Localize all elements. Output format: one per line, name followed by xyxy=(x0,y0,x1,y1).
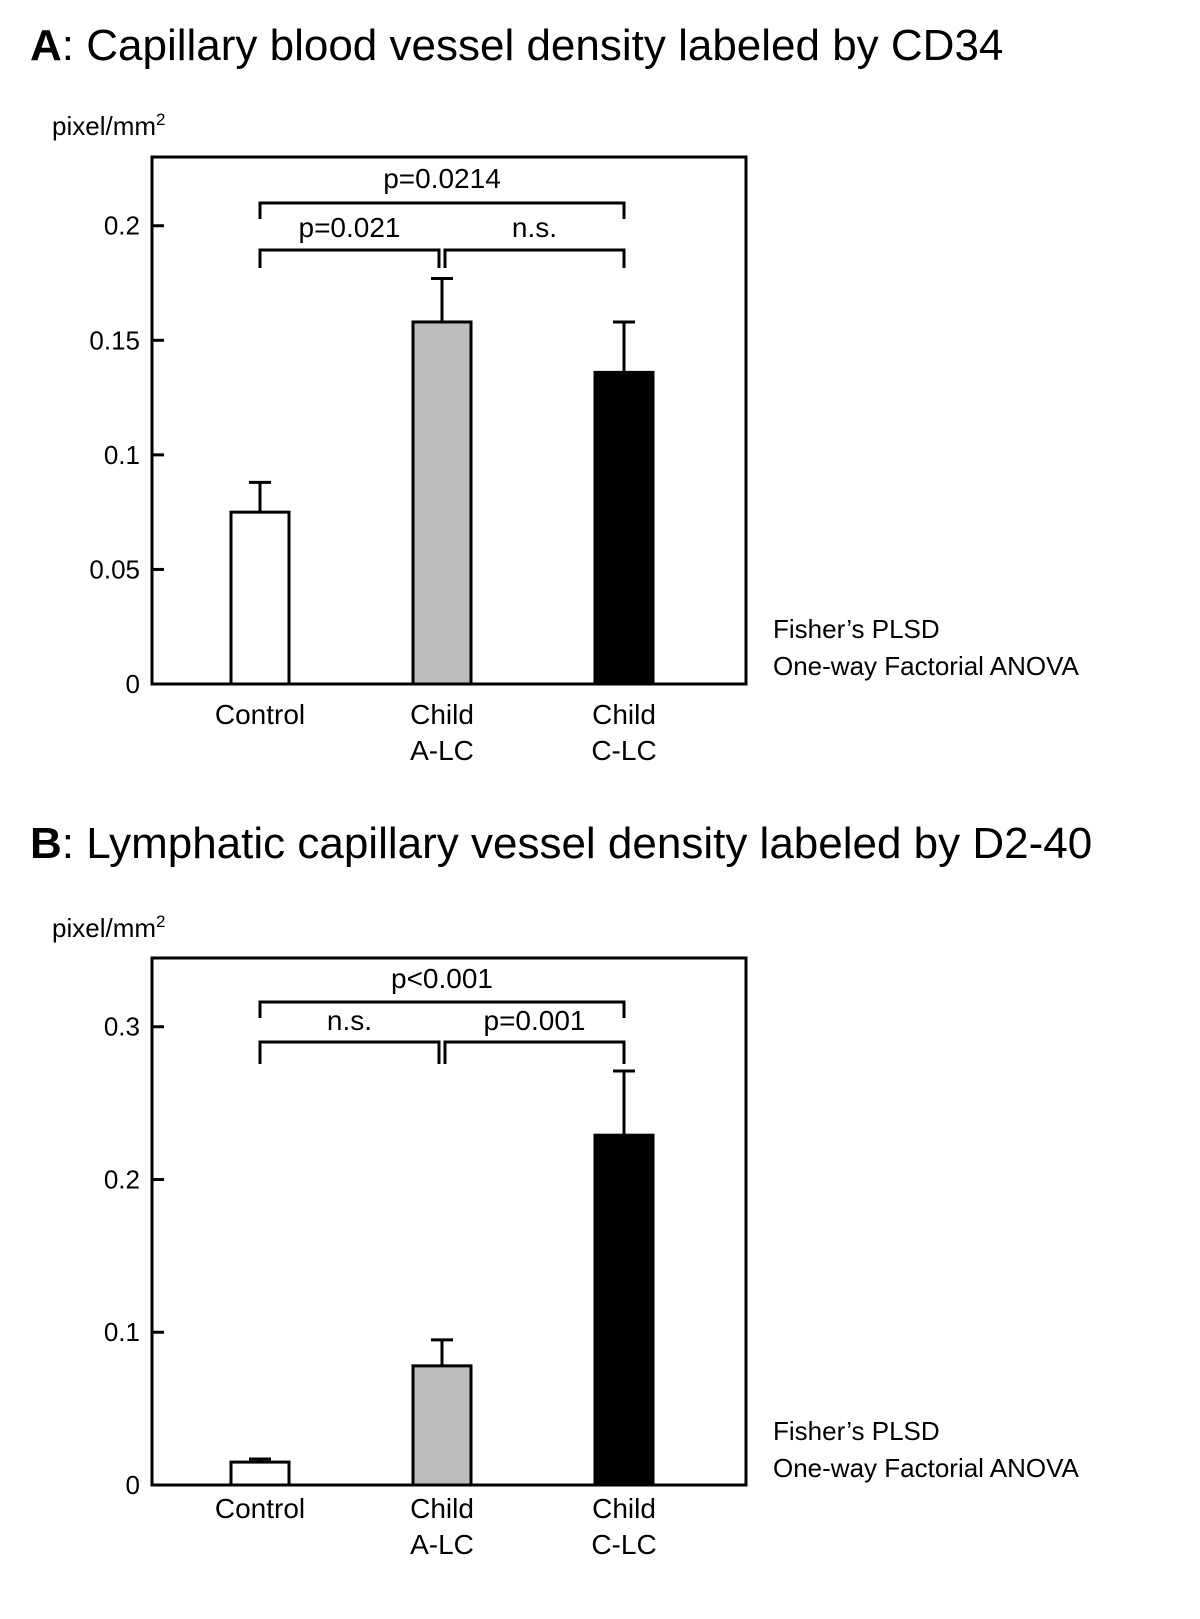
category-label: Control xyxy=(214,699,306,730)
chart-panel-b xyxy=(30,819,1092,1560)
stat-note: One-way Factorial ANOVA xyxy=(773,651,1079,681)
panel-letter: B xyxy=(30,819,62,868)
significance-bracket xyxy=(445,250,624,268)
panel-title-text: : Capillary blood vessel density labeled by CD34 xyxy=(61,21,1004,70)
significance-bracket xyxy=(260,250,439,268)
bar xyxy=(595,372,653,684)
panel-title xyxy=(30,21,1003,70)
category-label: C-LC xyxy=(591,735,657,766)
category-label: Child xyxy=(592,699,656,730)
significance-label: p<0.001 xyxy=(391,963,493,994)
bar xyxy=(413,322,471,684)
y-tick-label: 0.2 xyxy=(103,210,140,241)
y-axis-label-text: pixel/mm xyxy=(52,913,157,943)
significance-bracket xyxy=(260,1042,439,1064)
y-axis-label-superscript: 2 xyxy=(156,110,166,129)
y-tick-label: 0.1 xyxy=(103,439,140,470)
significance-label: n.s. xyxy=(511,212,558,243)
y-tick-label: 0.15 xyxy=(89,325,140,356)
category-label: A-LC xyxy=(410,1529,474,1560)
significance-bracket xyxy=(445,1042,624,1064)
bar xyxy=(231,512,289,684)
panel-title xyxy=(30,819,1092,868)
chart-panel-a xyxy=(30,21,1080,766)
significance-label: n.s. xyxy=(326,1005,373,1036)
category-label: Control xyxy=(214,1493,306,1524)
y-axis-label-superscript: 2 xyxy=(156,912,166,931)
significance-label: p=0.001 xyxy=(483,1005,586,1036)
y-tick-label: 0.1 xyxy=(103,1317,140,1348)
bar xyxy=(595,1135,653,1485)
significance-label: p=0.021 xyxy=(298,212,401,243)
y-tick-label: 0.2 xyxy=(103,1164,140,1195)
category-label: Child xyxy=(592,1493,656,1524)
stat-note: Fisher’s PLSD xyxy=(773,1416,940,1446)
y-tick-label: 0.05 xyxy=(89,554,140,585)
stat-note: One-way Factorial ANOVA xyxy=(773,1453,1079,1483)
bar xyxy=(413,1366,471,1485)
stat-note: Fisher’s PLSD xyxy=(773,614,940,644)
panel-letter: A xyxy=(30,21,62,70)
y-tick-label: 0 xyxy=(125,669,140,699)
y-tick-label: 0 xyxy=(125,1470,140,1500)
bar xyxy=(231,1462,289,1485)
category-label: Child xyxy=(410,699,474,730)
y-axis-label xyxy=(52,110,165,141)
category-label: A-LC xyxy=(410,735,474,766)
y-axis-label xyxy=(52,912,165,943)
significance-label: p=0.0214 xyxy=(383,163,501,194)
category-label: C-LC xyxy=(591,1529,657,1560)
category-label: Child xyxy=(410,1493,474,1524)
y-tick-label: 0.3 xyxy=(103,1011,140,1042)
panel-title-text: : Lymphatic capillary vessel density labeled by D2-40 xyxy=(61,819,1093,868)
y-axis-label-text: pixel/mm xyxy=(52,111,157,141)
